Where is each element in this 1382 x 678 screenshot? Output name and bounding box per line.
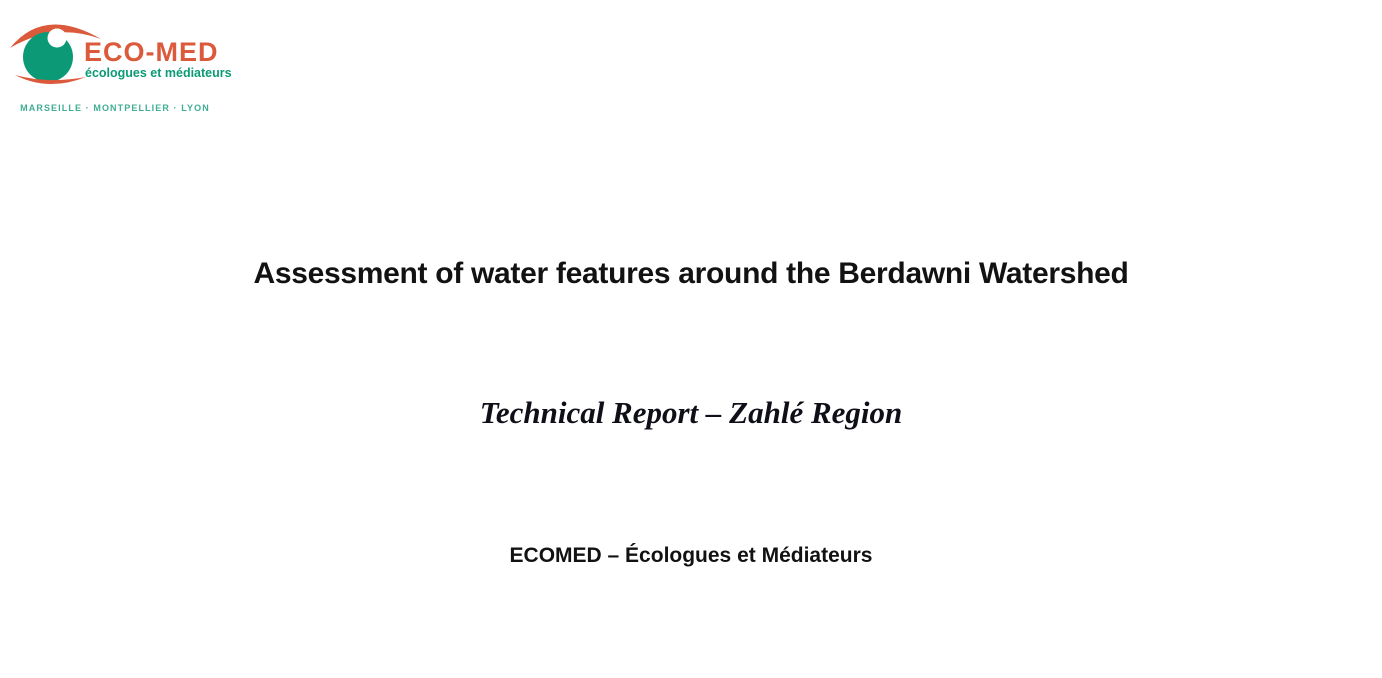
organization-line: ECOMED – Écologues et Médiateurs bbox=[509, 544, 873, 567]
logo-cities-line: MARSEILLE · MONTPELLIER · LYON bbox=[20, 103, 210, 113]
report-title: Assessment of water features around the Berdawni Watershed bbox=[253, 257, 1129, 290]
eco-med-logo bbox=[0, 0, 240, 130]
logo-wordmark: ECO-MED bbox=[84, 37, 219, 67]
logo-tagline: écologues et médiateurs bbox=[85, 66, 232, 80]
report-subtitle: Technical Report – Zahlé Region bbox=[479, 395, 903, 430]
